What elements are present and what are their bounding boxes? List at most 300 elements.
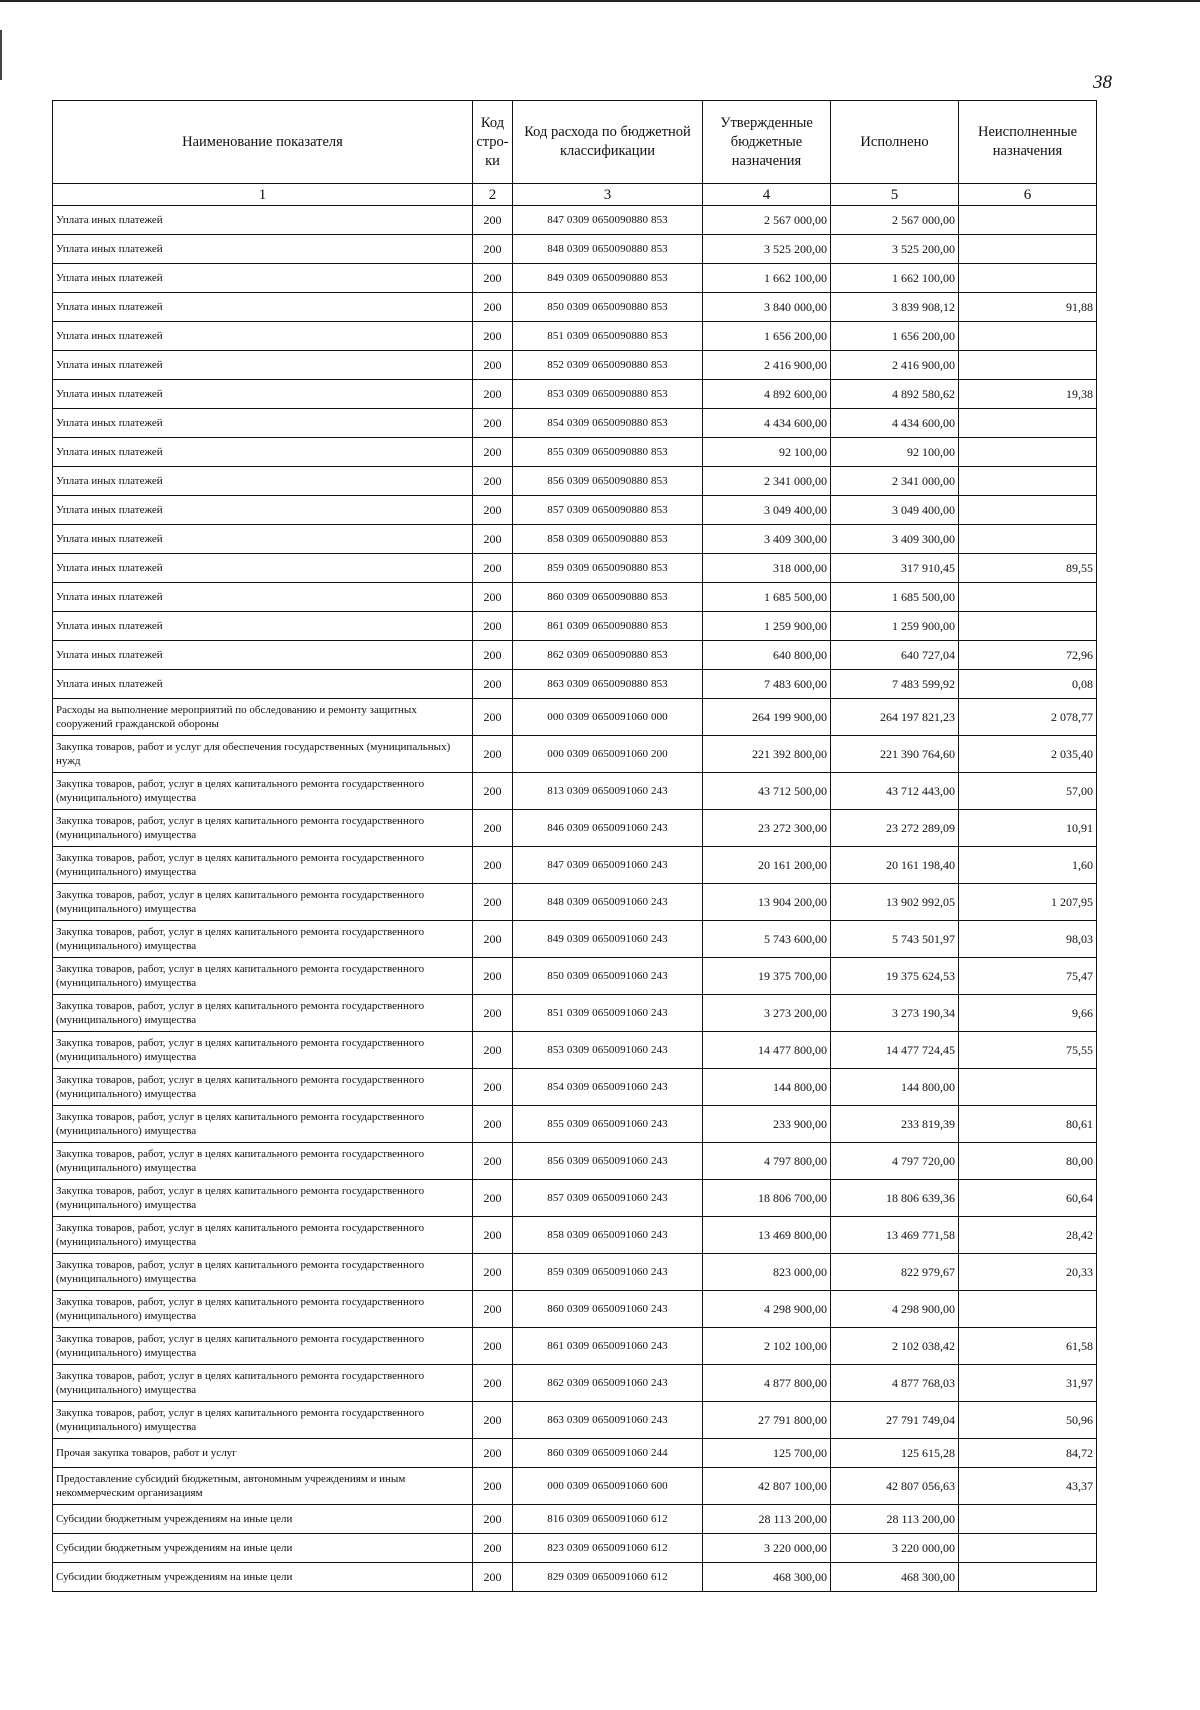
row-unexecuted	[959, 525, 1097, 554]
row-executed: 125 615,28	[831, 1439, 959, 1468]
row-unexecuted: 2 035,40	[959, 736, 1097, 773]
row-code: 200	[473, 351, 513, 380]
row-executed: 18 806 639,36	[831, 1180, 959, 1217]
row-code: 200	[473, 1563, 513, 1592]
table-row	[53, 773, 1097, 810]
row-kbk: 848 0309 0650091060 243	[513, 884, 703, 921]
row-name: Прочая закупка товаров, работ и услуг	[53, 1439, 473, 1468]
row-name: Закупка товаров, работ, услуг в целях капитального ремонта государственного (муниципального) имущества	[53, 1032, 473, 1069]
row-kbk: 861 0309 0650091060 243	[513, 1328, 703, 1365]
row-kbk: 855 0309 0650090880 853	[513, 438, 703, 467]
row-executed: 2 416 900,00	[831, 351, 959, 380]
row-name: Закупка товаров, работ, услуг в целях капитального ремонта государственного (муниципального) имущества	[53, 1180, 473, 1217]
row-executed: 23 272 289,09	[831, 810, 959, 847]
row-kbk: 863 0309 0650090880 853	[513, 670, 703, 699]
row-approved: 823 000,00	[703, 1254, 831, 1291]
row-name: Уплата иных платежей	[53, 496, 473, 525]
row-approved: 264 199 900,00	[703, 699, 831, 736]
row-name: Уплата иных платежей	[53, 438, 473, 467]
table-row	[53, 235, 1097, 264]
row-approved: 1 259 900,00	[703, 612, 831, 641]
row-approved: 4 877 800,00	[703, 1365, 831, 1402]
row-code: 200	[473, 847, 513, 884]
row-executed: 4 434 600,00	[831, 409, 959, 438]
row-executed: 42 807 056,63	[831, 1468, 959, 1505]
row-approved: 3 273 200,00	[703, 995, 831, 1032]
row-kbk: 860 0309 0650091060 243	[513, 1291, 703, 1328]
row-name: Уплата иных платежей	[53, 351, 473, 380]
row-unexecuted: 1 207,95	[959, 884, 1097, 921]
table-header	[53, 101, 1097, 206]
row-name: Уплата иных платежей	[53, 583, 473, 612]
row-unexecuted	[959, 1069, 1097, 1106]
row-executed: 822 979,67	[831, 1254, 959, 1291]
row-name: Закупка товаров, работ, услуг в целях капитального ремонта государственного (муниципального) имущества	[53, 958, 473, 995]
row-approved: 3 409 300,00	[703, 525, 831, 554]
row-code: 200	[473, 1468, 513, 1505]
row-kbk: 849 0309 0650090880 853	[513, 264, 703, 293]
row-approved: 1 662 100,00	[703, 264, 831, 293]
row-approved: 2 102 100,00	[703, 1328, 831, 1365]
row-code: 200	[473, 206, 513, 235]
row-name: Закупка товаров, работ, услуг в целях капитального ремонта государственного (муниципального) имущества	[53, 1254, 473, 1291]
row-code: 200	[473, 409, 513, 438]
header-name: Наименование показателя	[53, 101, 473, 184]
row-approved: 3 049 400,00	[703, 496, 831, 525]
table-row	[53, 1143, 1097, 1180]
row-kbk: 861 0309 0650090880 853	[513, 612, 703, 641]
row-executed: 3 409 300,00	[831, 525, 959, 554]
row-executed: 14 477 724,45	[831, 1032, 959, 1069]
row-unexecuted: 60,64	[959, 1180, 1097, 1217]
table-row	[53, 921, 1097, 958]
scan-edge-mark	[0, 30, 2, 80]
row-approved: 18 806 700,00	[703, 1180, 831, 1217]
row-kbk: 855 0309 0650091060 243	[513, 1106, 703, 1143]
row-approved: 4 797 800,00	[703, 1143, 831, 1180]
table-row	[53, 1365, 1097, 1402]
table-row	[53, 699, 1097, 736]
row-kbk: 859 0309 0650091060 243	[513, 1254, 703, 1291]
row-approved: 468 300,00	[703, 1563, 831, 1592]
table-row	[53, 1032, 1097, 1069]
table-row	[53, 995, 1097, 1032]
row-unexecuted: 10,91	[959, 810, 1097, 847]
row-name: Уплата иных платежей	[53, 380, 473, 409]
row-code: 200	[473, 612, 513, 641]
row-code: 200	[473, 496, 513, 525]
row-kbk: 852 0309 0650090880 853	[513, 351, 703, 380]
row-name: Закупка товаров, работ и услуг для обеспечения государственных (муниципальных) нужд	[53, 736, 473, 773]
row-code: 200	[473, 1106, 513, 1143]
table-row	[53, 1402, 1097, 1439]
column-number: 6	[959, 184, 1097, 206]
table-row	[53, 293, 1097, 322]
column-number: 5	[831, 184, 959, 206]
row-executed: 1 656 200,00	[831, 322, 959, 351]
row-executed: 7 483 599,92	[831, 670, 959, 699]
row-unexecuted: 31,97	[959, 1365, 1097, 1402]
row-executed: 43 712 443,00	[831, 773, 959, 810]
row-approved: 14 477 800,00	[703, 1032, 831, 1069]
table-row	[53, 322, 1097, 351]
header-kbk: Код расхода по бюджетной классификации	[513, 101, 703, 184]
row-approved: 23 272 300,00	[703, 810, 831, 847]
row-kbk: 850 0309 0650091060 243	[513, 958, 703, 995]
row-unexecuted	[959, 1534, 1097, 1563]
row-code: 200	[473, 1291, 513, 1328]
row-unexecuted	[959, 322, 1097, 351]
row-unexecuted: 80,00	[959, 1143, 1097, 1180]
table-row	[53, 467, 1097, 496]
row-unexecuted	[959, 496, 1097, 525]
row-executed: 221 390 764,60	[831, 736, 959, 773]
row-kbk: 851 0309 0650090880 853	[513, 322, 703, 351]
row-unexecuted: 61,58	[959, 1328, 1097, 1365]
row-unexecuted	[959, 1291, 1097, 1328]
column-number: 3	[513, 184, 703, 206]
row-executed: 27 791 749,04	[831, 1402, 959, 1439]
table-row	[53, 670, 1097, 699]
table-row	[53, 351, 1097, 380]
row-unexecuted: 50,96	[959, 1402, 1097, 1439]
row-code: 200	[473, 995, 513, 1032]
row-name: Уплата иных платежей	[53, 235, 473, 264]
row-code: 200	[473, 1402, 513, 1439]
row-code: 200	[473, 322, 513, 351]
row-unexecuted	[959, 612, 1097, 641]
row-code: 200	[473, 921, 513, 958]
row-code: 200	[473, 1534, 513, 1563]
table-row	[53, 1106, 1097, 1143]
row-approved: 233 900,00	[703, 1106, 831, 1143]
row-unexecuted: 1,60	[959, 847, 1097, 884]
row-name: Уплата иных платежей	[53, 612, 473, 641]
row-code: 200	[473, 1180, 513, 1217]
row-approved: 3 525 200,00	[703, 235, 831, 264]
budget-execution-table	[52, 100, 1097, 1592]
row-code: 200	[473, 1032, 513, 1069]
row-code: 200	[473, 699, 513, 736]
table-row	[53, 810, 1097, 847]
row-name: Субсидии бюджетным учреждениям на иные цели	[53, 1534, 473, 1563]
scan-edge	[0, 0, 1200, 2]
row-kbk: 847 0309 0650090880 853	[513, 206, 703, 235]
row-code: 200	[473, 641, 513, 670]
header-unexecuted: Неисполненные назначения	[959, 101, 1097, 184]
column-number: 1	[53, 184, 473, 206]
row-executed: 233 819,39	[831, 1106, 959, 1143]
row-name: Расходы на выполнение мероприятий по обследованию и ремонту защитных сооружений гражданской обороны	[53, 699, 473, 736]
row-executed: 1 259 900,00	[831, 612, 959, 641]
row-approved: 3 840 000,00	[703, 293, 831, 322]
table-row	[53, 496, 1097, 525]
row-name: Закупка товаров, работ, услуг в целях капитального ремонта государственного (муниципального) имущества	[53, 1069, 473, 1106]
row-executed: 13 902 992,05	[831, 884, 959, 921]
row-approved: 2 341 000,00	[703, 467, 831, 496]
row-approved: 640 800,00	[703, 641, 831, 670]
row-unexecuted: 43,37	[959, 1468, 1097, 1505]
row-kbk: 000 0309 0650091060 200	[513, 736, 703, 773]
row-executed: 19 375 624,53	[831, 958, 959, 995]
row-kbk: 813 0309 0650091060 243	[513, 773, 703, 810]
row-name: Субсидии бюджетным учреждениям на иные цели	[53, 1563, 473, 1592]
row-kbk: 000 0309 0650091060 000	[513, 699, 703, 736]
row-name: Закупка товаров, работ, услуг в целях капитального ремонта государственного (муниципального) имущества	[53, 1402, 473, 1439]
row-executed: 2 567 000,00	[831, 206, 959, 235]
table-row	[53, 1563, 1097, 1592]
row-kbk: 860 0309 0650090880 853	[513, 583, 703, 612]
row-executed: 2 341 000,00	[831, 467, 959, 496]
table-row	[53, 958, 1097, 995]
row-executed: 317 910,45	[831, 554, 959, 583]
row-kbk: 823 0309 0650091060 612	[513, 1534, 703, 1563]
row-executed: 3 525 200,00	[831, 235, 959, 264]
row-approved: 4 298 900,00	[703, 1291, 831, 1328]
row-kbk: 856 0309 0650090880 853	[513, 467, 703, 496]
row-executed: 3 273 190,34	[831, 995, 959, 1032]
table-row	[53, 554, 1097, 583]
row-code: 200	[473, 554, 513, 583]
row-name: Закупка товаров, работ, услуг в целях капитального ремонта государственного (муниципального) имущества	[53, 995, 473, 1032]
table-row	[53, 884, 1097, 921]
header-executed: Исполнено	[831, 101, 959, 184]
row-kbk: 853 0309 0650091060 243	[513, 1032, 703, 1069]
row-unexecuted: 57,00	[959, 773, 1097, 810]
table-row	[53, 1468, 1097, 1505]
table-row	[53, 1254, 1097, 1291]
row-approved: 13 469 800,00	[703, 1217, 831, 1254]
row-unexecuted: 19,38	[959, 380, 1097, 409]
table-row	[53, 206, 1097, 235]
row-kbk: 862 0309 0650091060 243	[513, 1365, 703, 1402]
row-approved: 92 100,00	[703, 438, 831, 467]
table-row	[53, 1291, 1097, 1328]
row-unexecuted: 75,55	[959, 1032, 1097, 1069]
row-name: Закупка товаров, работ, услуг в целях капитального ремонта государственного (муниципального) имущества	[53, 1217, 473, 1254]
row-name: Закупка товаров, работ, услуг в целях капитального ремонта государственного (муниципального) имущества	[53, 1106, 473, 1143]
row-kbk: 863 0309 0650091060 243	[513, 1402, 703, 1439]
row-name: Закупка товаров, работ, услуг в целях капитального ремонта государственного (муниципального) имущества	[53, 1143, 473, 1180]
table-row	[53, 847, 1097, 884]
table-row	[53, 1069, 1097, 1106]
row-code: 200	[473, 1254, 513, 1291]
table-row	[53, 380, 1097, 409]
row-kbk: 857 0309 0650090880 853	[513, 496, 703, 525]
row-unexecuted	[959, 1505, 1097, 1534]
row-kbk: 859 0309 0650090880 853	[513, 554, 703, 583]
row-unexecuted: 75,47	[959, 958, 1097, 995]
table-row	[53, 525, 1097, 554]
row-code: 200	[473, 1217, 513, 1254]
row-code: 200	[473, 773, 513, 810]
row-executed: 3 839 908,12	[831, 293, 959, 322]
row-code: 200	[473, 1505, 513, 1534]
column-number: 2	[473, 184, 513, 206]
row-executed: 28 113 200,00	[831, 1505, 959, 1534]
row-approved: 221 392 800,00	[703, 736, 831, 773]
row-approved: 2 567 000,00	[703, 206, 831, 235]
row-kbk: 857 0309 0650091060 243	[513, 1180, 703, 1217]
table-row	[53, 1180, 1097, 1217]
row-executed: 3 049 400,00	[831, 496, 959, 525]
table-row	[53, 612, 1097, 641]
row-unexecuted	[959, 351, 1097, 380]
row-unexecuted	[959, 235, 1097, 264]
row-executed: 1 685 500,00	[831, 583, 959, 612]
row-executed: 144 800,00	[831, 1069, 959, 1106]
row-approved: 1 656 200,00	[703, 322, 831, 351]
row-code: 200	[473, 958, 513, 995]
row-code: 200	[473, 525, 513, 554]
row-name: Уплата иных платежей	[53, 322, 473, 351]
row-kbk: 847 0309 0650091060 243	[513, 847, 703, 884]
row-approved: 3 220 000,00	[703, 1534, 831, 1563]
row-kbk: 856 0309 0650091060 243	[513, 1143, 703, 1180]
row-executed: 4 298 900,00	[831, 1291, 959, 1328]
row-code: 200	[473, 1365, 513, 1402]
row-unexecuted	[959, 438, 1097, 467]
row-executed: 4 892 580,62	[831, 380, 959, 409]
row-kbk: 860 0309 0650091060 244	[513, 1439, 703, 1468]
row-kbk: 000 0309 0650091060 600	[513, 1468, 703, 1505]
row-code: 200	[473, 467, 513, 496]
row-executed: 4 797 720,00	[831, 1143, 959, 1180]
row-name: Уплата иных платежей	[53, 264, 473, 293]
row-executed: 13 469 771,58	[831, 1217, 959, 1254]
row-approved: 1 685 500,00	[703, 583, 831, 612]
row-approved: 4 434 600,00	[703, 409, 831, 438]
table-row	[53, 1439, 1097, 1468]
header-row-code: Код стро- ки	[473, 101, 513, 184]
row-approved: 2 416 900,00	[703, 351, 831, 380]
row-name: Уплата иных платежей	[53, 467, 473, 496]
row-kbk: 850 0309 0650090880 853	[513, 293, 703, 322]
row-kbk: 858 0309 0650091060 243	[513, 1217, 703, 1254]
row-unexecuted: 72,96	[959, 641, 1097, 670]
row-unexecuted	[959, 467, 1097, 496]
row-executed: 3 220 000,00	[831, 1534, 959, 1563]
row-name: Субсидии бюджетным учреждениям на иные цели	[53, 1505, 473, 1534]
row-unexecuted	[959, 583, 1097, 612]
table-row	[53, 1217, 1097, 1254]
row-name: Закупка товаров, работ, услуг в целях капитального ремонта государственного (муниципального) имущества	[53, 1291, 473, 1328]
row-code: 200	[473, 736, 513, 773]
row-kbk: 816 0309 0650091060 612	[513, 1505, 703, 1534]
row-code: 200	[473, 884, 513, 921]
row-approved: 4 892 600,00	[703, 380, 831, 409]
row-approved: 43 712 500,00	[703, 773, 831, 810]
table-row	[53, 736, 1097, 773]
row-executed: 5 743 501,97	[831, 921, 959, 958]
row-kbk: 862 0309 0650090880 853	[513, 641, 703, 670]
row-kbk: 846 0309 0650091060 243	[513, 810, 703, 847]
table-row	[53, 1505, 1097, 1534]
row-unexecuted	[959, 206, 1097, 235]
row-unexecuted	[959, 409, 1097, 438]
row-approved: 20 161 200,00	[703, 847, 831, 884]
row-unexecuted: 20,33	[959, 1254, 1097, 1291]
row-code: 200	[473, 810, 513, 847]
row-approved: 27 791 800,00	[703, 1402, 831, 1439]
row-kbk: 853 0309 0650090880 853	[513, 380, 703, 409]
row-unexecuted: 80,61	[959, 1106, 1097, 1143]
row-unexecuted	[959, 264, 1097, 293]
row-code: 200	[473, 293, 513, 322]
row-name: Уплата иных платежей	[53, 641, 473, 670]
row-unexecuted: 9,66	[959, 995, 1097, 1032]
row-name: Закупка товаров, работ, услуг в целях капитального ремонта государственного (муниципального) имущества	[53, 847, 473, 884]
row-executed: 468 300,00	[831, 1563, 959, 1592]
row-name: Уплата иных платежей	[53, 670, 473, 699]
row-approved: 13 904 200,00	[703, 884, 831, 921]
row-name: Закупка товаров, работ, услуг в целях капитального ремонта государственного (муниципального) имущества	[53, 921, 473, 958]
row-name: Закупка товаров, работ, услуг в целях капитального ремонта государственного (муниципального) имущества	[53, 1365, 473, 1402]
table-row	[53, 583, 1097, 612]
row-executed: 4 877 768,03	[831, 1365, 959, 1402]
row-kbk: 858 0309 0650090880 853	[513, 525, 703, 554]
row-code: 200	[473, 235, 513, 264]
row-code: 200	[473, 380, 513, 409]
column-number: 4	[703, 184, 831, 206]
row-unexecuted: 98,03	[959, 921, 1097, 958]
row-name: Уплата иных платежей	[53, 554, 473, 583]
row-approved: 42 807 100,00	[703, 1468, 831, 1505]
row-kbk: 854 0309 0650091060 243	[513, 1069, 703, 1106]
table-body	[53, 206, 1097, 1592]
row-approved: 144 800,00	[703, 1069, 831, 1106]
row-approved: 19 375 700,00	[703, 958, 831, 995]
row-executed: 264 197 821,23	[831, 699, 959, 736]
row-code: 200	[473, 1439, 513, 1468]
row-approved: 5 743 600,00	[703, 921, 831, 958]
row-kbk: 848 0309 0650090880 853	[513, 235, 703, 264]
row-name: Закупка товаров, работ, услуг в целях капитального ремонта государственного (муниципального) имущества	[53, 1328, 473, 1365]
row-code: 200	[473, 1143, 513, 1180]
row-name: Уплата иных платежей	[53, 293, 473, 322]
row-name: Уплата иных платежей	[53, 525, 473, 554]
row-name: Уплата иных платежей	[53, 409, 473, 438]
row-unexecuted: 28,42	[959, 1217, 1097, 1254]
row-name: Закупка товаров, работ, услуг в целях капитального ремонта государственного (муниципального) имущества	[53, 810, 473, 847]
column-number-row	[53, 184, 1097, 206]
row-executed: 20 161 198,40	[831, 847, 959, 884]
row-unexecuted: 84,72	[959, 1439, 1097, 1468]
row-approved: 28 113 200,00	[703, 1505, 831, 1534]
row-unexecuted: 0,08	[959, 670, 1097, 699]
row-kbk: 829 0309 0650091060 612	[513, 1563, 703, 1592]
row-code: 200	[473, 1328, 513, 1365]
row-approved: 318 000,00	[703, 554, 831, 583]
row-name: Закупка товаров, работ, услуг в целях капитального ремонта государственного (муниципального) имущества	[53, 884, 473, 921]
row-kbk: 849 0309 0650091060 243	[513, 921, 703, 958]
row-name: Предоставление субсидий бюджетным, автономным учреждениям и иным некоммерческим организациям	[53, 1468, 473, 1505]
row-code: 200	[473, 670, 513, 699]
row-executed: 1 662 100,00	[831, 264, 959, 293]
row-name: Закупка товаров, работ, услуг в целях капитального ремонта государственного (муниципального) имущества	[53, 773, 473, 810]
row-code: 200	[473, 583, 513, 612]
table-row	[53, 264, 1097, 293]
row-unexecuted: 91,88	[959, 293, 1097, 322]
row-unexecuted: 2 078,77	[959, 699, 1097, 736]
header-approved: Утвержденные бюджетные назначения	[703, 101, 831, 184]
table-row	[53, 1328, 1097, 1365]
row-executed: 92 100,00	[831, 438, 959, 467]
row-approved: 7 483 600,00	[703, 670, 831, 699]
row-name: Уплата иных платежей	[53, 206, 473, 235]
row-kbk: 854 0309 0650090880 853	[513, 409, 703, 438]
page-number: 38	[1093, 72, 1112, 93]
